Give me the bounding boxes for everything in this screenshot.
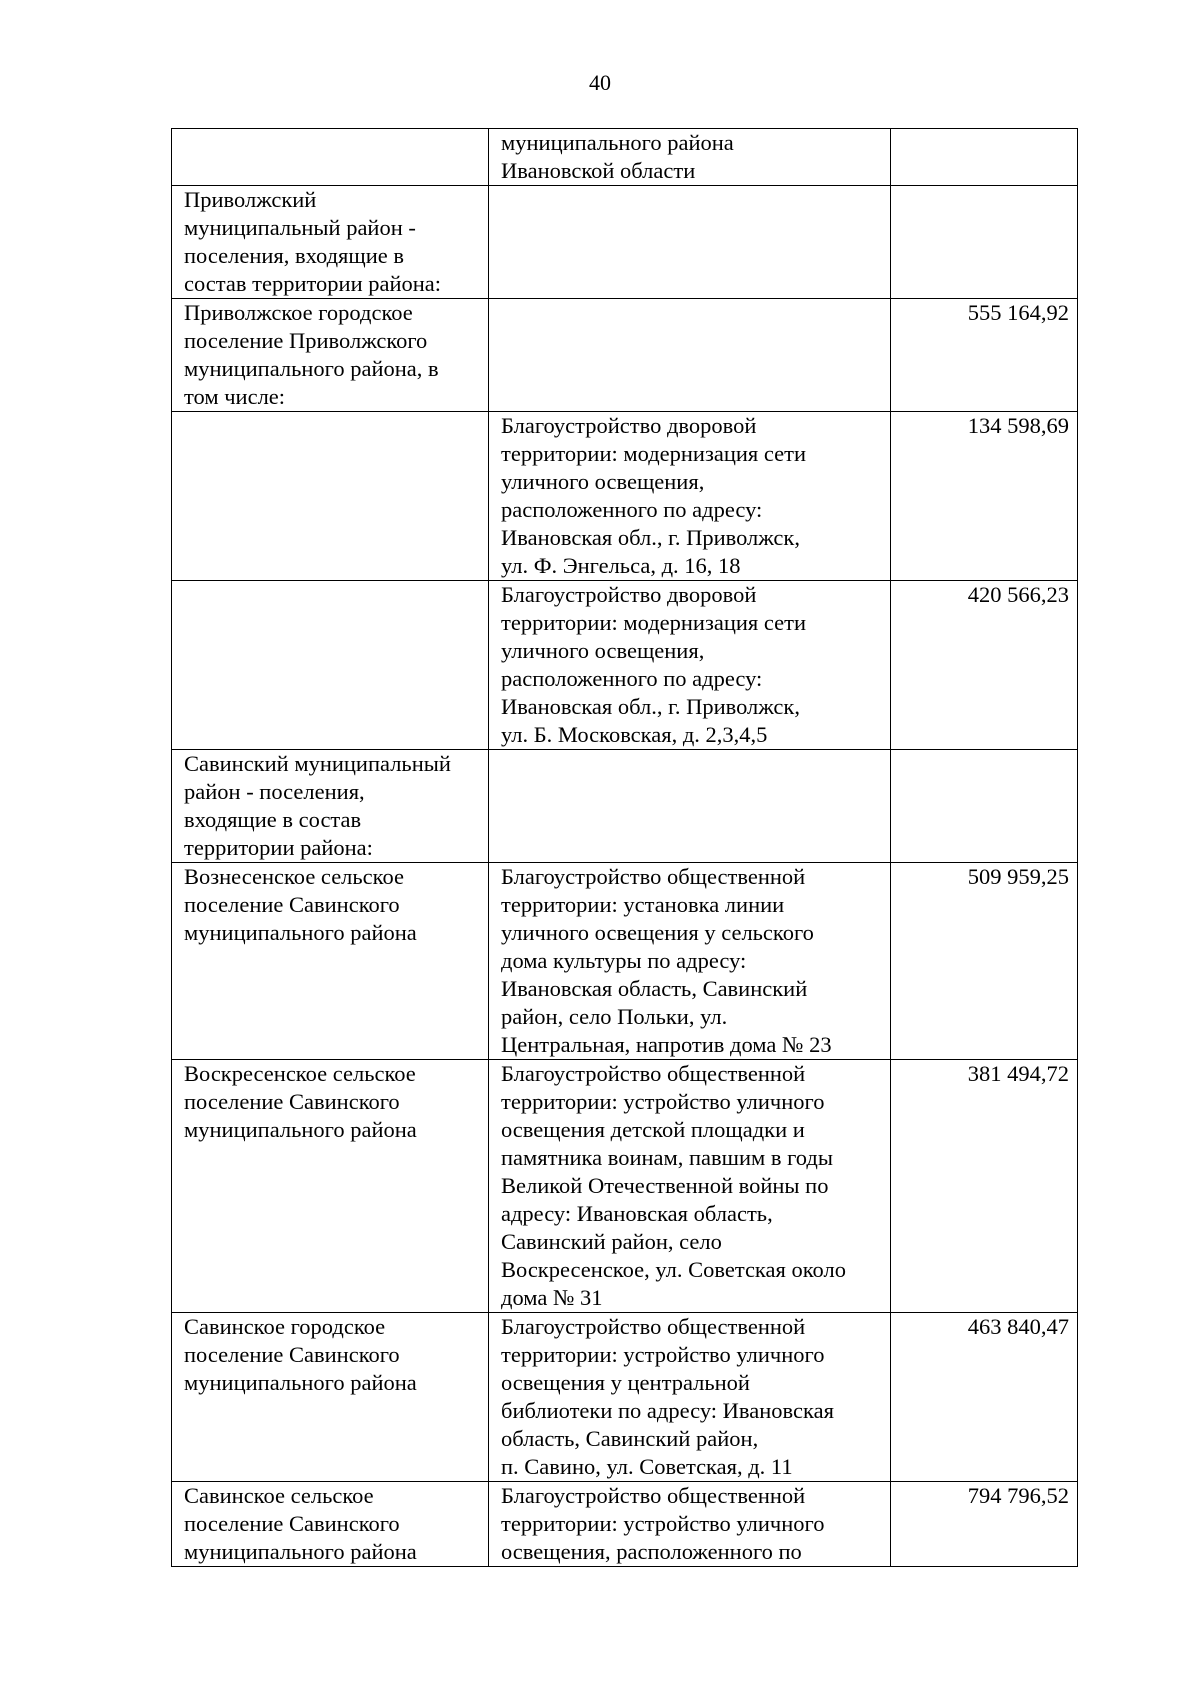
table-row: [172, 750, 1078, 863]
project-description-cell: [489, 1060, 891, 1313]
territory-cell-line: муниципального района: [184, 1370, 417, 1395]
territory-cell: [172, 412, 489, 581]
territory-cell: [172, 581, 489, 750]
project-description-cell-line: расположенного по адресу:: [501, 497, 763, 522]
project-description-cell-line: территории: установка линии: [501, 892, 785, 917]
amount-cell: [891, 1313, 1078, 1482]
territory-cell-line: поселение Савинского: [184, 1342, 400, 1367]
territory-cell-line: муниципальный район -: [184, 215, 416, 240]
territory-cell-line: муниципального района: [184, 1539, 417, 1564]
project-description-cell-line: уличного освещения,: [501, 638, 705, 663]
project-description-cell-line: Ивановская область, Савинский: [501, 976, 808, 1001]
project-description-cell: [489, 1313, 891, 1482]
amount-cell: [891, 129, 1078, 186]
amount-cell: [891, 750, 1078, 863]
project-description-cell-line: Благоустройство дворовой: [501, 582, 757, 607]
project-description-cell-line: ул. Ф. Энгельса, д. 16, 18: [501, 553, 741, 578]
territory-cell-line: Приволжское городское: [184, 300, 413, 325]
territory-cell: [172, 1482, 489, 1567]
project-description-cell-line: освещения, расположенного по: [501, 1539, 802, 1564]
project-description-cell-line: Благоустройство общественной: [501, 1483, 806, 1508]
amount-cell: [891, 186, 1078, 299]
territory-cell: [172, 186, 489, 299]
project-description-cell-line: п. Савино, ул. Советская, д. 11: [501, 1454, 793, 1479]
project-description-cell-line: территории: устройство уличного: [501, 1342, 825, 1367]
territory-cell: [172, 1060, 489, 1313]
territory-cell-line: муниципального района, в: [184, 356, 439, 381]
amount-cell: [891, 1060, 1078, 1313]
project-description-cell: [489, 581, 891, 750]
territory-cell-line: поселение Приволжского: [184, 328, 428, 353]
project-description-cell-line: уличного освещения у сельского: [501, 920, 814, 945]
project-description-cell-line: дома культуры по адресу:: [501, 948, 747, 973]
project-description-cell-line: Савинский район, село: [501, 1229, 722, 1254]
project-description-cell: [489, 1482, 891, 1567]
territory-cell-line: Воскресенское сельское: [184, 1061, 416, 1086]
table-row: [172, 1060, 1078, 1313]
territory-cell-line: муниципального района: [184, 920, 417, 945]
project-description-cell-line: ул. Б. Московская, д. 2,3,4,5: [501, 722, 768, 747]
territory-cell-line: Савинское сельское: [184, 1483, 374, 1508]
project-description-cell-line: муниципального района: [501, 130, 734, 155]
project-description-cell-line: Воскресенское, ул. Советская около: [501, 1257, 846, 1282]
amount-cell: [891, 1482, 1078, 1567]
page-number: 40: [589, 70, 611, 95]
table-row: [172, 1482, 1078, 1567]
territory-cell: [172, 863, 489, 1060]
territory-cell-line: Савинское городское: [184, 1314, 386, 1339]
project-description-cell-line: Центральная, напротив дома № 23: [501, 1032, 832, 1057]
amount-value: 509 959,25: [967, 864, 1069, 889]
project-description-cell-line: территории: устройство уличного: [501, 1089, 825, 1114]
table-row: [172, 863, 1078, 1060]
project-description-cell-line: Великой Отечественной войны по: [501, 1173, 829, 1198]
table-row: [172, 186, 1078, 299]
project-description-cell-line: уличного освещения,: [501, 469, 705, 494]
territory-cell-line: муниципального района: [184, 1117, 417, 1142]
territory-cell-line: состав территории района:: [184, 271, 442, 296]
allocation-table: [171, 128, 1078, 1567]
territory-cell-line: входящие в состав: [184, 807, 362, 832]
project-description-cell-line: территории: устройство уличного: [501, 1511, 825, 1536]
project-description-cell: [489, 750, 891, 863]
table-row: [172, 129, 1078, 186]
project-description-cell-line: адресу: Ивановская область,: [501, 1201, 773, 1226]
project-description-cell-line: территории: модернизация сети: [501, 441, 807, 466]
project-description-cell-line: Благоустройство дворовой: [501, 413, 757, 438]
project-description-cell: [489, 299, 891, 412]
project-description-cell-line: территории: модернизация сети: [501, 610, 807, 635]
amount-cell: [891, 299, 1078, 412]
project-description-cell-line: Благоустройство общественной: [501, 1314, 806, 1339]
project-description-cell-line: дома № 31: [501, 1285, 603, 1310]
project-description-cell-line: Благоустройство общественной: [501, 864, 806, 889]
territory-cell-line: территории района:: [184, 835, 373, 860]
territory-cell-line: поселение Савинского: [184, 1089, 400, 1114]
table-row: [172, 412, 1078, 581]
territory-cell-line: Приволжский: [184, 187, 317, 212]
territory-cell-line: поселение Савинского: [184, 1511, 400, 1536]
territory-cell-line: поселение Савинского: [184, 892, 400, 917]
table-row: [172, 299, 1078, 412]
project-description-cell-line: памятника воинам, павшим в годы: [501, 1145, 833, 1170]
project-description-cell-line: библиотеки по адресу: Ивановская: [501, 1398, 834, 1423]
territory-cell: [172, 1313, 489, 1482]
project-description-cell-line: освещения у центральной: [501, 1370, 750, 1395]
territory-cell: [172, 299, 489, 412]
territory-cell-line: поселения, входящие в: [184, 243, 405, 268]
table-body: [172, 129, 1078, 1567]
project-description-cell: [489, 129, 891, 186]
table-row: [172, 1313, 1078, 1482]
table-row: [172, 581, 1078, 750]
project-description-cell-line: Ивановская обл., г. Приволжск,: [501, 694, 800, 719]
territory-cell-line: район - поселения,: [184, 779, 365, 804]
territory-cell-line: том числе:: [184, 384, 286, 409]
project-description-cell-line: область, Савинский район,: [501, 1426, 759, 1451]
project-description-cell: [489, 186, 891, 299]
project-description-cell-line: расположенного по адресу:: [501, 666, 763, 691]
amount-cell: [891, 581, 1078, 750]
project-description-cell: [489, 412, 891, 581]
amount-cell: [891, 863, 1078, 1060]
amount-value: 420 566,23: [967, 582, 1069, 607]
project-description-cell-line: Благоустройство общественной: [501, 1061, 806, 1086]
territory-cell-line: Савинский муниципальный: [184, 751, 451, 776]
project-description-cell-line: район, село Польки, ул.: [501, 1004, 728, 1029]
project-description-cell: [489, 863, 891, 1060]
project-description-cell-line: Ивановская обл., г. Приволжск,: [501, 525, 800, 550]
amount-value: 463 840,47: [967, 1314, 1069, 1339]
amount-value: 381 494,72: [967, 1061, 1069, 1086]
amount-value: 794 796,52: [967, 1483, 1069, 1508]
territory-cell-line: Вознесенское сельское: [184, 864, 404, 889]
territory-cell: [172, 129, 489, 186]
project-description-cell-line: освещения детской площадки и: [501, 1117, 805, 1142]
amount-cell: [891, 412, 1078, 581]
amount-value: 134 598,69: [967, 413, 1069, 438]
territory-cell: [172, 750, 489, 863]
amount-value: 555 164,92: [967, 300, 1069, 325]
project-description-cell-line: Ивановской области: [501, 158, 696, 183]
